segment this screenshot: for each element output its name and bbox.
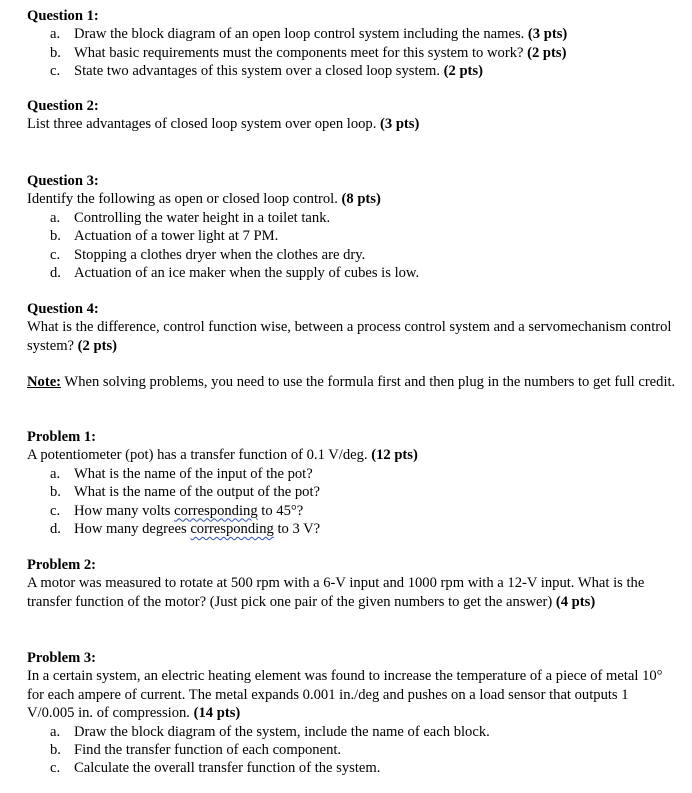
problem-1-text: A potentiometer (pot) has a transfer function of 0.1 V/deg. (12 pts) [27, 447, 418, 464]
spellcheck-word: corresponding [190, 521, 274, 538]
question-2-title: Question 2: [27, 98, 99, 114]
list-item: c. How many volts corresponding to 45°? [50, 502, 304, 519]
problem-3 [27, 649, 677, 778]
problem-3-title: Problem 3: [27, 650, 97, 666]
list-item: a. Controlling the water height in a toilet tank. [50, 209, 331, 226]
list-item: d. Actuation of an ice maker when the supply of cubes is low. [50, 265, 420, 282]
list-item: b. Actuation of a tower light at 7 PM. [50, 228, 279, 245]
list-item: c. Stopping a clothes dryer when the clothes are dry. [50, 246, 366, 263]
list-item: c. Calculate the overall transfer function of the system. [50, 760, 381, 777]
question-2 [27, 97, 677, 134]
list-item: a. Draw the block diagram of an open loop control system including the names. (3 pts) [50, 26, 568, 43]
list-item: b. What basic requirements must the components meet for this system to work? (2 pts) [50, 44, 567, 61]
question-3-text: Identify the following as open or closed loop control. (8 pts) [27, 191, 381, 208]
problem-2-text: A motor was measured to rotate at 500 rpm with a 6-V input and 1000 rpm with a 12-V input. What is the transfer function of the motor? (Just pick one pair of the given numbers to get the answer) (4 pts) [27, 575, 645, 610]
question-4-title: Question 4: [27, 301, 99, 317]
question-3 [27, 172, 677, 282]
question-4 [27, 300, 677, 355]
question-4-text: What is the difference, control function wise, between a process control system and a servomechanism control system? (2 pts) [27, 319, 672, 354]
list-item: a. What is the name of the input of the pot? [50, 465, 313, 482]
problem-2-title: Problem 2: [27, 557, 97, 573]
list-item: b. What is the name of the output of the pot? [50, 484, 320, 501]
question-1 [27, 7, 677, 81]
question-1-title: Question 1: [27, 8, 99, 24]
list-item: b. Find the transfer function of each component. [50, 742, 342, 759]
note [27, 373, 677, 391]
question-3-title: Question 3: [27, 173, 99, 189]
problem-3-text: In a certain system, an electric heating element was found to increase the temperature of a piece of metal 10° for each ampere of current. The metal expands 0.001 in./deg and pushes on a load sensor that outputs 1 V/0.005 in. of compression. (14 pts) [27, 668, 663, 722]
problem-1-title: Problem 1: [27, 429, 97, 445]
list-item: c. State two advantages of this system over a closed loop system. (2 pts) [50, 63, 483, 80]
problem-2 [27, 556, 677, 611]
list-item: d. How many degrees corresponding to 3 V? [50, 521, 321, 538]
spellcheck-word: corresponding [174, 502, 258, 519]
problem-1 [27, 428, 677, 538]
note-text: Note: When solving problems, you need to use the formula first and then plug in the numbers to get full credit. [27, 374, 676, 390]
question-2-text: List three advantages of closed loop system over open loop. (3 pts) [27, 116, 420, 133]
list-item: a. Draw the block diagram of the system, include the name of each block. [50, 723, 490, 740]
